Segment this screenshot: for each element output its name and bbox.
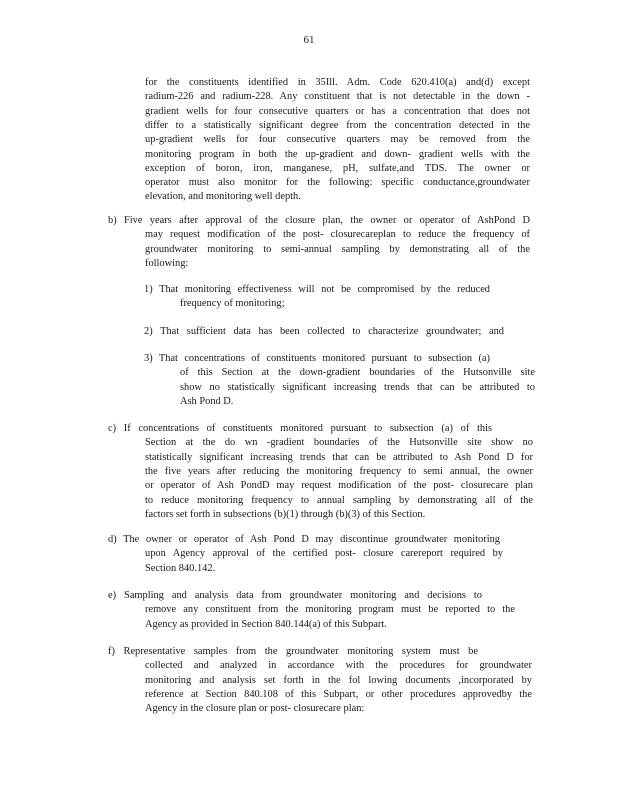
text-line: or operator of Ash PondD may request modification of the post- closurecare plan <box>145 480 533 492</box>
text-line: 1) That monitoring effectiveness will not be compromised by the reduced <box>144 284 490 295</box>
text-line: c) If concentrations of constituents monitored pursuant to subsection (a) of this <box>108 423 492 434</box>
text-line: remove any constituent from the monitoring program must be reported to the <box>145 604 515 616</box>
text-line: the five years after reducing the monitoring frequency to semi annual, the owner <box>145 465 533 477</box>
text-line: collected and analyzed in accordance with the procedures for groundwater <box>145 660 532 672</box>
text-line: 2) That sufficient data has been collected to characterize groundwater; and <box>144 326 504 337</box>
text-line: Ash Pond D. <box>180 395 234 407</box>
text-line: of this Section at the down-gradient boundaries of the Hutsonville site <box>180 367 535 379</box>
text-line: up-gradient wells for four consecutive quarters may be removed from the <box>145 134 530 146</box>
text-line: elevation, and monitoring well depth. <box>145 191 301 203</box>
text-line: for the constituents identified in 35Ill. Adm. Code 620.410(a) and(d) except <box>145 77 530 88</box>
text-line: may request modification of the post- closurecareplan to reduce the frequency of <box>145 229 530 241</box>
text-line: 3) That concentrations of constituents monitored pursuant to subsection (a) <box>144 353 490 364</box>
text-line: Agency as provided in Section 840.144(a) of this Subpart. <box>145 618 387 630</box>
text-line: Section 840.142. <box>145 562 216 574</box>
text-line: statistically significant increasing trends that can be attributed to Ash Pond D for <box>145 451 533 463</box>
text-line: frequency of monitoring; <box>180 298 285 310</box>
text-line: Agency in the closure plan or post- closurecare plan: <box>145 703 365 715</box>
text-line: differ to a statistically significant degree from the concentration detected in the <box>145 119 530 131</box>
text-line: b) Five years after approval of the closure plan, the owner or operator of AshPond D <box>108 215 530 226</box>
text-line: following: <box>145 257 189 269</box>
text-line: monitoring program in both the up-gradient and down- gradient wells with the <box>145 148 530 160</box>
text-line: to reduce monitoring frequency to annual sampling by demonstrating all of the <box>145 494 533 506</box>
text-line: show no statistically significant increasing trends that can be attributed to <box>180 381 535 393</box>
text-line: groundwater monitoring to semi-annual sampling by demonstrating all of the <box>145 243 530 255</box>
text-line: gradient wells for four consecutive quarters or has a concentration that does not <box>145 105 530 117</box>
text-line: d) The owner or operator of Ash Pond D may discontinue groundwater monitoring <box>108 534 500 545</box>
text-line: factors set forth in subsections (b)(1) through (b)(3) of this Section. <box>145 508 426 520</box>
text-line: exception of boron, iron, manganese, pH, sulfate,and TDS. The owner or <box>145 162 530 174</box>
page-number: 61 <box>303 34 315 46</box>
text-line: Section at the do wn -gradient boundaries of the Hutsonville site show no <box>145 437 533 449</box>
text-line: f) Representative samples from the groundwater monitoring system must be <box>108 646 478 657</box>
text-line: reference at Section 840.108 of this Subpart, or other procedures approvedby the <box>145 688 532 700</box>
text-line: radium-226 and radium-228. Any constituent that is not detectable in the down - <box>145 91 530 103</box>
text-line: operator must also monitor for the following: specific conductance,groundwater <box>145 177 530 189</box>
text-line: e) Sampling and analysis data from groundwater monitoring and decisions to <box>108 590 482 601</box>
text-line: monitoring and analysis set forth in the fol lowing documents ,incorporated by <box>145 674 532 686</box>
text-line: upon Agency approval of the certified post- closure carereport required by <box>145 548 503 560</box>
